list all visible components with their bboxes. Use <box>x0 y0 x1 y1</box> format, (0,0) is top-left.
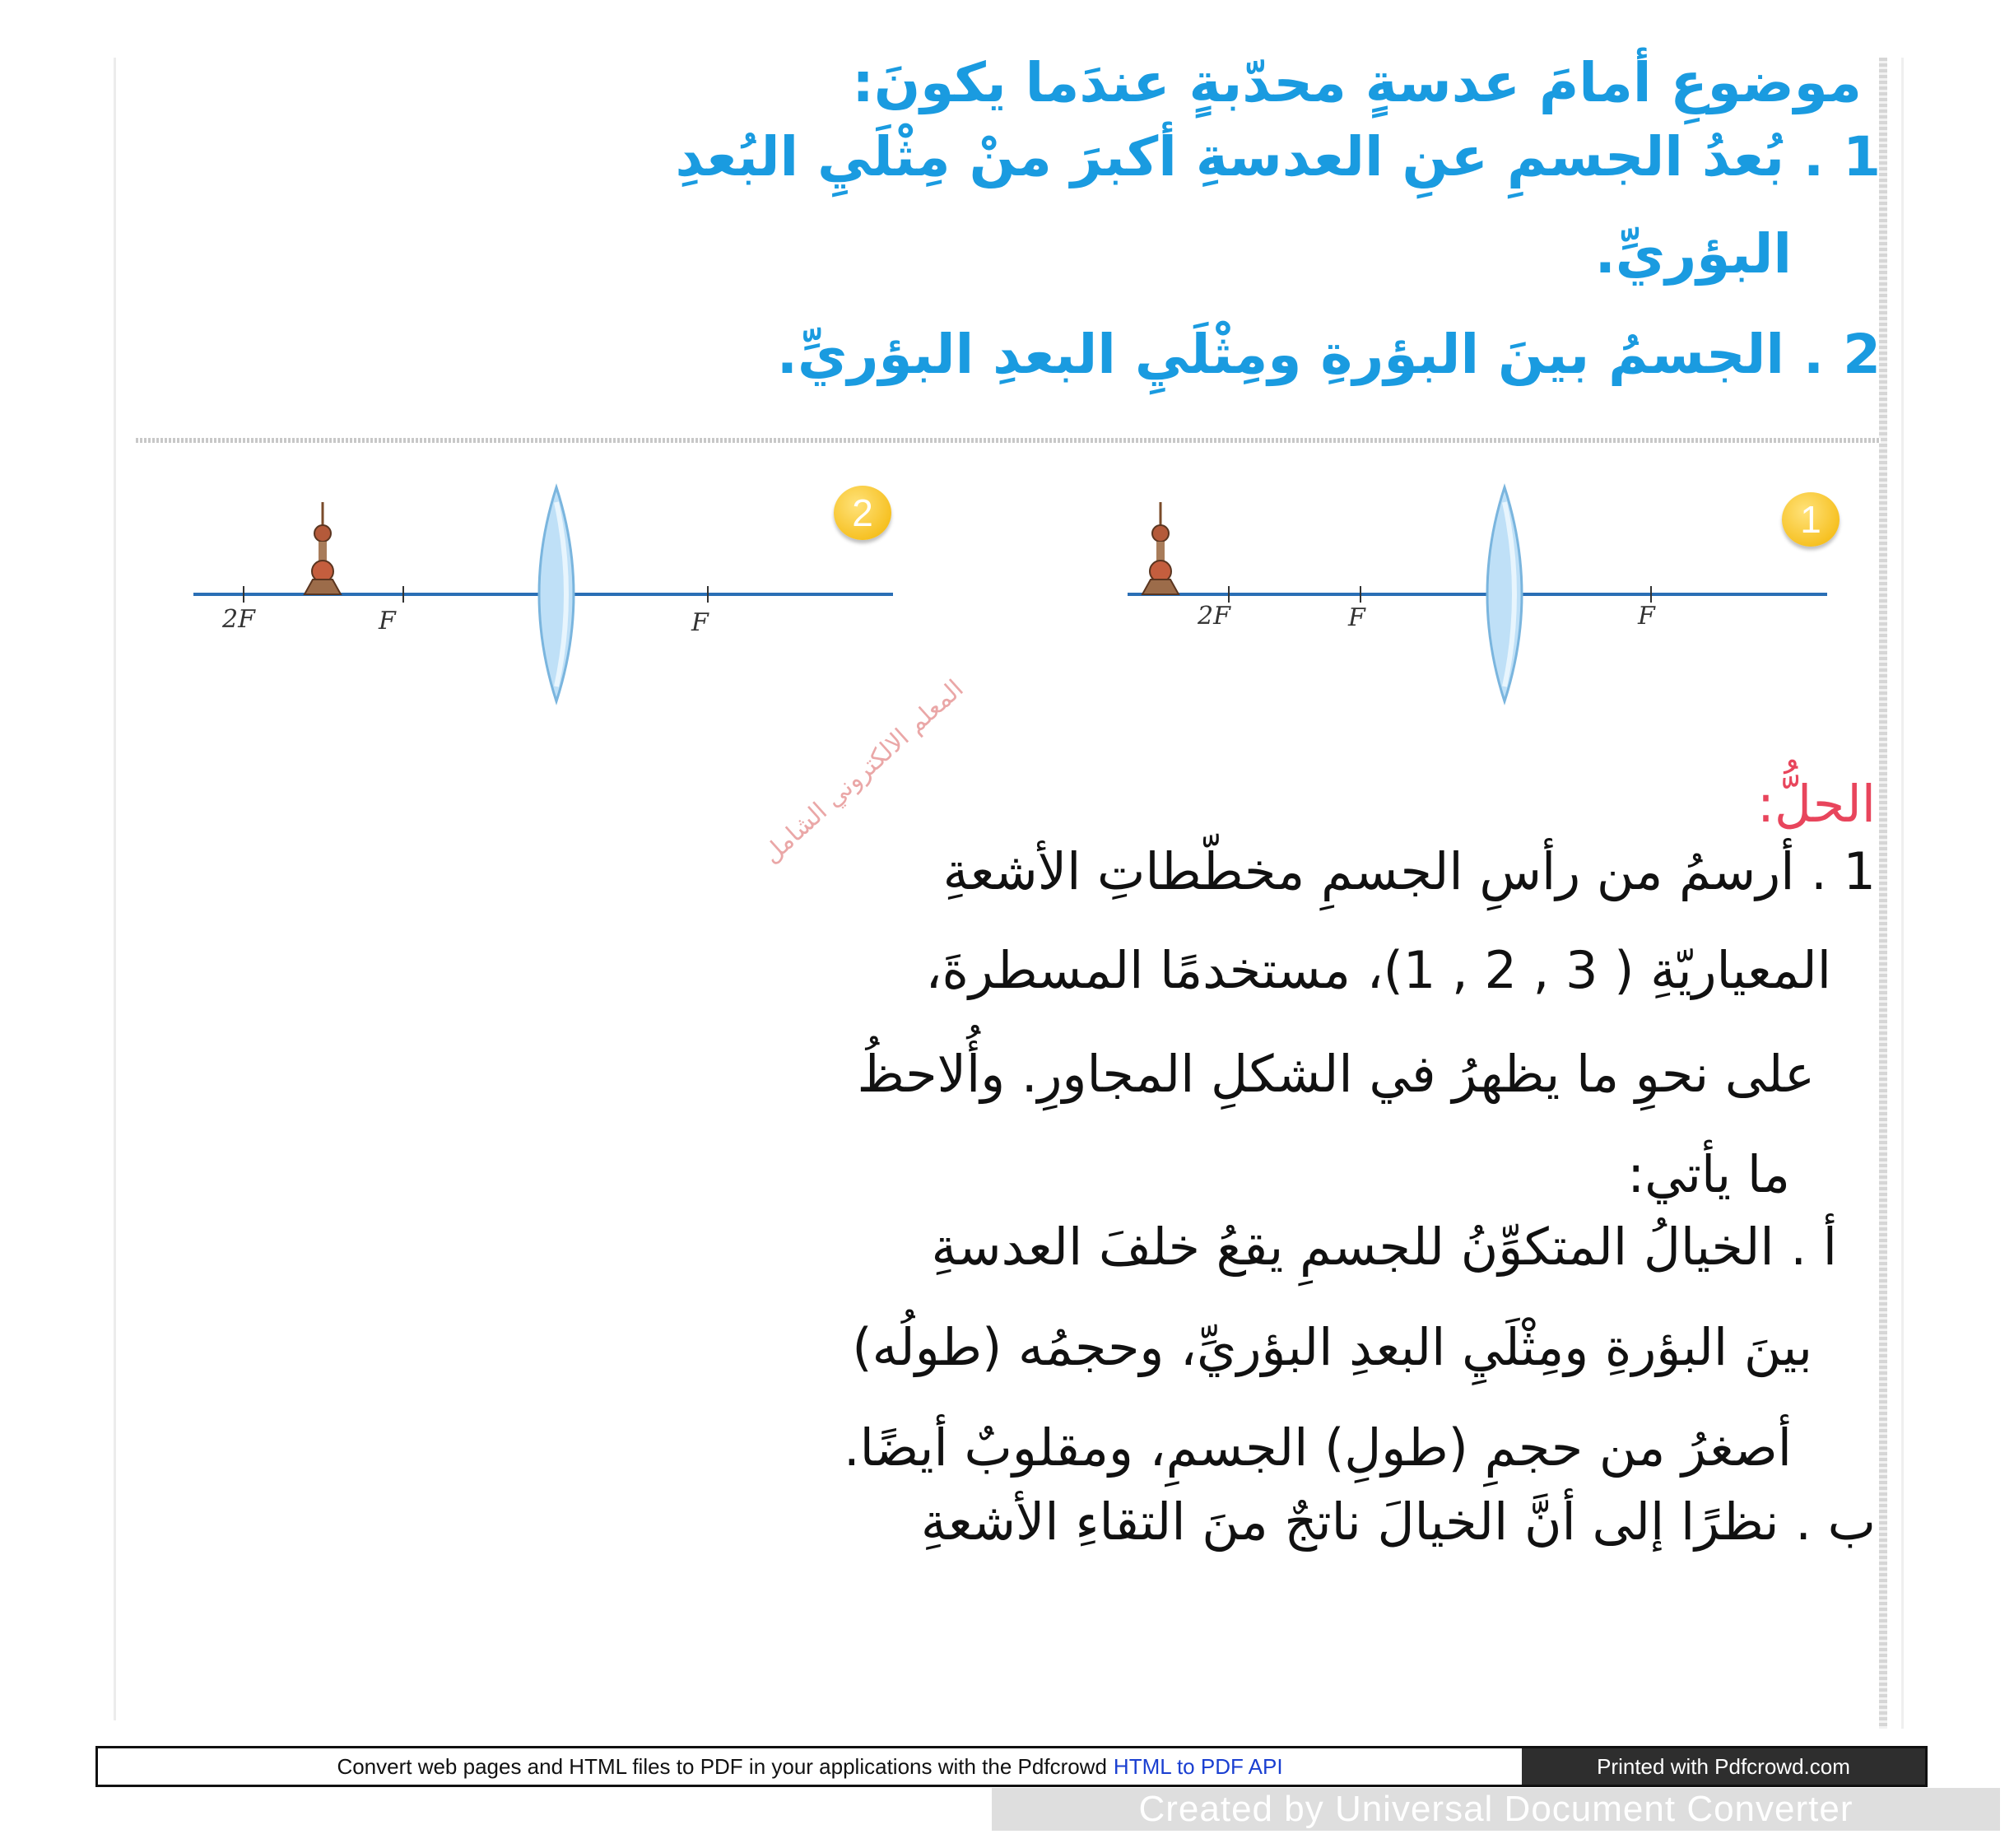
separator <box>136 438 1881 443</box>
answer-line-3: على نحوِ ما يظهرُ في الشكلِ المجاورِ. وأُلاحظُ <box>857 1044 1815 1104</box>
tick-label-2f: 2F <box>1198 602 1230 631</box>
answer-line-4: ما يأتي: <box>1627 1144 1790 1204</box>
badge-number-2: 2 <box>834 486 891 540</box>
answer-line-7: أصغرُ من حجمِ (طولِ) الجسمِ، ومقلوبٌ أيضًا. <box>843 1417 1792 1478</box>
answer-line-8: ب . نظرًا إلى أنَّ الخيالَ ناتجٌ منَ التقاءِ الأشعةِ <box>920 1492 1876 1552</box>
answer-line-2: المعياريّةِ ( 3 , 2 , 1)، مستخدمًا المسطرةَ، <box>925 940 1831 1000</box>
converter-banner: Created by Universal Document Converter <box>992 1788 2000 1831</box>
page-border-right-outer <box>1901 58 1904 1729</box>
tick-label-f-right: F <box>691 608 709 637</box>
heading-line-1: موضوعِ أمامَ عدسةٍ محدّبةٍ عندَما يكونَ: <box>852 51 1862 114</box>
footer-link[interactable]: HTML to PDF API <box>1113 1753 1283 1779</box>
footer-text: Convert web pages and HTML files to PDF in your applications with the Pdfcrowd <box>337 1753 1107 1779</box>
answer-line-5: أ . الخيالُ المتكوِّنُ للجسمِ يقعُ خلفَ العدسةِ <box>931 1217 1837 1277</box>
footer-right: Printed with Pdfcrowd.com <box>1522 1748 1925 1785</box>
lens-diagram-1 <box>1119 469 1844 716</box>
tick-label-2f: 2F <box>222 605 255 634</box>
answer-line-1: 1 . أرسمُ من رأسِ الجسمِ مخطّطاتِ الأشعةِ <box>942 841 1876 901</box>
page-border-left <box>114 58 116 1720</box>
footer-left <box>98 1748 1522 1785</box>
tick-label-f-right: F <box>1638 602 1655 631</box>
convex-lens-icon <box>1487 487 1522 701</box>
lens-diagram-2 <box>181 469 905 716</box>
heading-line-3: البؤريِّ. <box>1594 222 1792 286</box>
tick-label-f-left: F <box>1348 603 1365 632</box>
heading-line-4: 2 . الجسمُ بينَ البؤرةِ ومِثْلَيِ البعدِ البؤريِّ. <box>776 323 1881 386</box>
watermark: المعلم الالكتروني الشامل <box>757 674 970 870</box>
pdfcrowd-footer <box>95 1746 1928 1787</box>
badge-number-1: 1 <box>1782 492 1840 547</box>
heading-line-2: 1 . بُعدُ الجسمِ عنِ العدسةِ أكبرَ منْ مِثْلَيِ البُعدِ <box>675 125 1881 189</box>
convex-lens-icon <box>539 487 574 701</box>
answer-line-6: بينَ البؤرةِ ومِثْلَيِ البعدِ البؤريِّ، وحجمُه (طولُه) <box>852 1317 1812 1377</box>
tower-object-icon <box>1142 502 1179 594</box>
page-border-right <box>1879 58 1887 1729</box>
tower-object-icon <box>305 502 341 594</box>
tick-label-f-left: F <box>379 607 396 635</box>
answer-label: الحلُّ: <box>1757 774 1876 834</box>
